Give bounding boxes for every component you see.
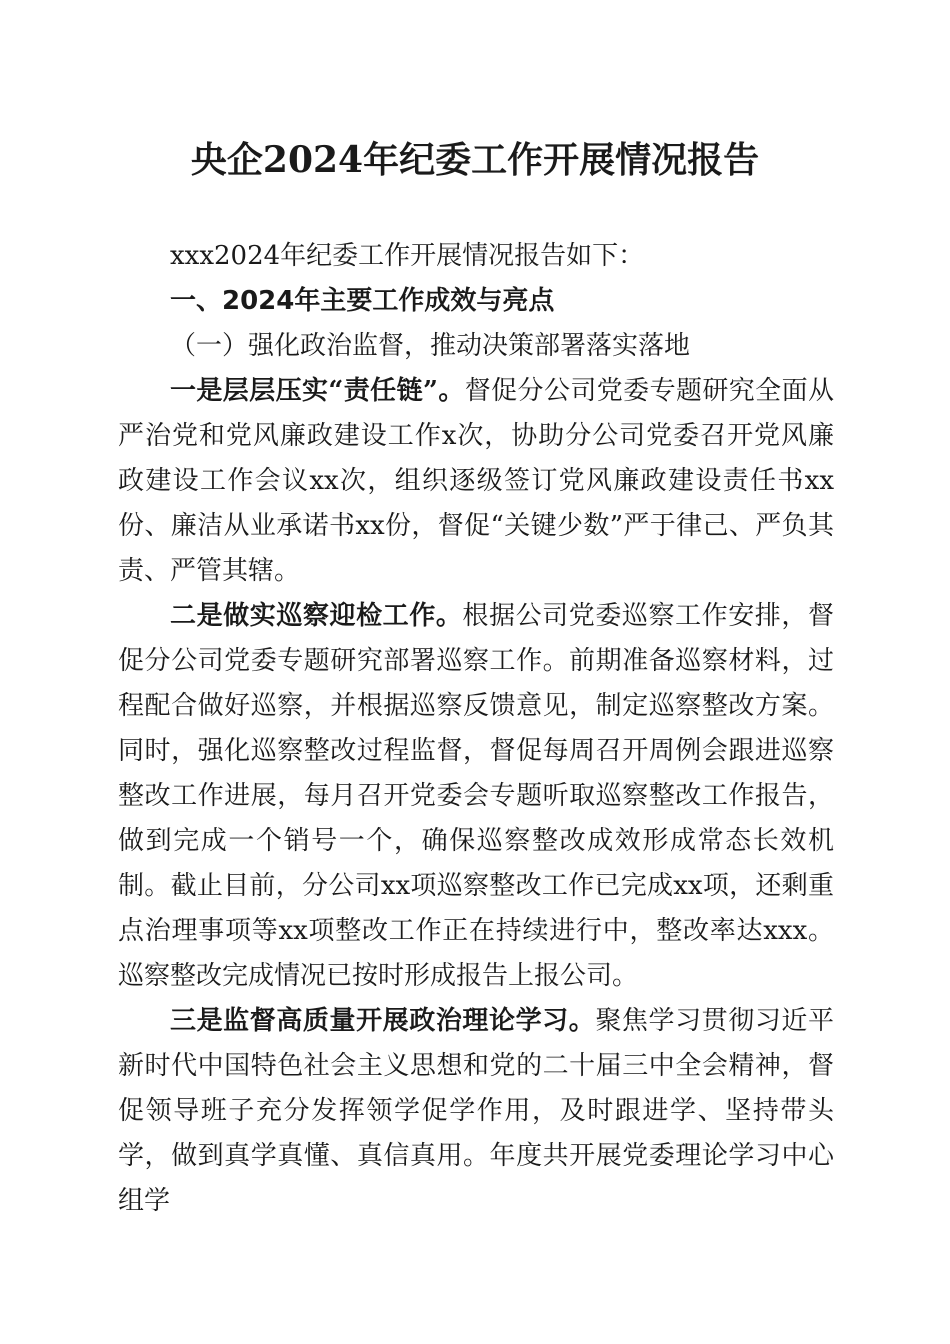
section-heading: 一、2024年主要工作成效与亮点	[170, 286, 555, 316]
body-paragraph-3	[118, 999, 834, 1224]
body-paragraph-1	[118, 369, 834, 594]
paragraph-lead: 二是做实巡察迎检工作。	[170, 601, 463, 631]
body-paragraph-2	[118, 594, 834, 999]
paragraph-lead: 三是监督高质量开展政治理论学习。	[170, 1006, 596, 1036]
paragraph-text: 聚焦学习贯彻习近平新时代中国特色社会主义思想和党的二十届三中全会精神，督促领导班子充分发挥领学促学作用，及时跟进学、坚持带头学，做到真学真懂、真信真用。年度共开展党委理论学习中心组学	[118, 1006, 834, 1216]
document-body	[118, 234, 834, 1224]
paragraph-lead: 一是层层压实“责任链”。	[170, 376, 465, 406]
document-title: 央企2024年纪委工作开展情况报告	[190, 139, 760, 181]
paragraph-text: 督促分公司党委专题研究全面从严治党和党风廉政建设工作x次，协助分公司党委召开党风廉政建设工作会议xx次，组织逐级签订党风廉政建设责任书xx份、廉洁从业承诺书xx份，督促“关键少数”严于律己、严负其责、严管其辖。	[118, 376, 834, 586]
subsection-heading: （一）强化政治监督，推动决策部署落实落地	[170, 331, 691, 361]
paragraph-text: 根据公司党委巡察工作安排，督促分公司党委专题研究部署巡察工作。前期准备巡察材料，过程配合做好巡察，并根据巡察反馈意见，制定巡察整改方案。同时，强化巡察整改过程监督，督促每周召开周例会跟进巡察整改工作进展，每月召开党委会专题听取巡察整改工作报告，做到完成一个销号一个，确保巡察整改成效形成常态长效机制。截止目前，分公司xx项巡察整改工作已完成xx项，还剩重点治理事项等xx项整改工作正在持续进行中，整改率达xxx。巡察整改完成情况已按时形成报告上报公司。	[118, 601, 834, 991]
intro-paragraph: xxx2024年纪委工作开展情况报告如下：	[170, 241, 645, 271]
